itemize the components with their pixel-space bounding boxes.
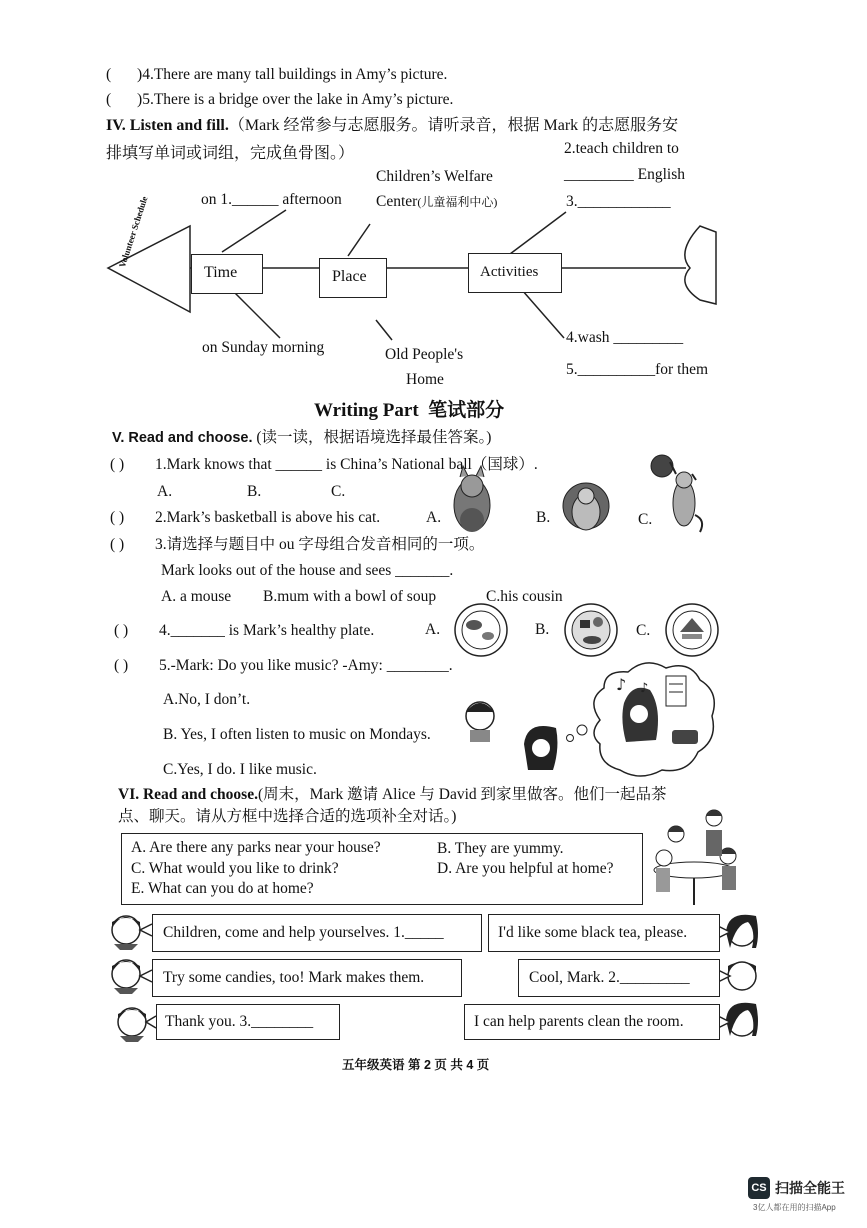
option-a: A. Are there any parks near your house?	[131, 839, 381, 856]
q1-bracket[interactable]: ( )	[110, 456, 125, 473]
david-face-icon-2	[726, 1003, 758, 1036]
answer-bracket[interactable]: (	[106, 66, 112, 83]
alice-face-icon	[726, 915, 758, 948]
section-6-instruction-2: 点、聊天。请从方框中选择合适的选项补全对话。)	[118, 808, 457, 825]
place-bottom-line1: Old People's	[385, 346, 464, 363]
section-6-heading: VI. Read and choose.	[118, 786, 258, 803]
q5-option-a[interactable]: A.No, I don’t.	[163, 691, 251, 708]
answer-bracket[interactable]: (	[106, 91, 112, 108]
question-text: 5.There is a bridge over the lake in Amy’s picture.	[142, 91, 454, 108]
dialogue-bubble-5: Thank you. 3.________	[156, 1004, 340, 1040]
option-b: B. They are yummy.	[437, 840, 564, 857]
q5-option-c[interactable]: C.Yes, I do. I like music.	[163, 761, 317, 778]
dialogue-bubble-1: Children, come and help yourselves. 1._____	[152, 914, 482, 952]
q3-option-b[interactable]: B.mum with a bowl of soup	[263, 588, 437, 605]
mark-face-icon-1	[112, 916, 140, 950]
q1-text: 1.Mark knows that ______ is China’s National ball（国球）.	[155, 456, 538, 473]
q3-sentence: Mark looks out of the house and sees _______.	[161, 562, 454, 579]
section-4-heading: IV. Listen and fill.	[106, 117, 229, 134]
question-5-row: ( )5.There is a bridge over the lake in Amy’s picture.	[106, 91, 454, 108]
q4-bracket[interactable]: ( )	[114, 622, 129, 639]
q5-option-b[interactable]: B. Yes, I often listen to music on Mondays.	[163, 726, 431, 743]
dialogue-bubble-6: I can help parents clean the room.	[464, 1004, 720, 1040]
q3-bracket[interactable]: ( )	[110, 536, 125, 553]
time-bottom-text: on Sunday morning	[202, 339, 325, 356]
q5-bracket[interactable]: ( )	[114, 657, 129, 674]
place-top-line1: Children’s Welfare	[376, 168, 493, 185]
activity-5-blank[interactable]: 5.__________for them	[566, 361, 709, 378]
q4-option-a[interactable]: A.	[425, 621, 441, 638]
section-5-heading: V. Read and choose.	[112, 430, 253, 446]
q2-option-c[interactable]: C.	[638, 511, 653, 528]
option-c: C. What would you like to drink?	[131, 860, 339, 877]
family-at-table-icon	[654, 810, 736, 905]
place-node: Place	[319, 258, 387, 298]
time-top-blank[interactable]: on 1.______ afternoon	[201, 191, 342, 208]
q2-option-a[interactable]: A.	[426, 509, 442, 526]
scanner-app-name: 扫描全能王	[775, 1180, 845, 1196]
david-face-icon	[728, 962, 756, 990]
q2-bracket[interactable]: ( )	[110, 509, 125, 526]
activity-2-line1: 2.teach children to	[564, 140, 679, 157]
activity-3-blank[interactable]: 3.____________	[566, 193, 671, 210]
svg-text:♪: ♪	[640, 681, 649, 696]
scanner-app-tagline: 3亿人都在用的扫描App	[753, 1203, 836, 1212]
option-d: D. Are you helpful at home?	[437, 860, 614, 877]
dialogue-bubble-4: Cool, Mark. 2._________	[518, 959, 720, 997]
scanner-app-logo-icon: CS	[748, 1177, 770, 1199]
writing-part-title: Writing Part 笔试部分	[314, 400, 505, 421]
q4-text: 4._______ is Mark’s healthy plate.	[159, 622, 375, 639]
place-bottom-line2: Home	[406, 371, 444, 388]
question-4-row: ( )4.There are many tall buildings in Amy’s picture.	[106, 66, 448, 83]
activity-2-blank[interactable]: _________ English	[564, 166, 685, 183]
section-4-instruction: （Mark 经常参与志愿服务。请听录音，根据 Mark 的志愿服务安	[228, 117, 679, 134]
mark-face-icon-3	[118, 1008, 146, 1042]
question-text: 4.There are many tall buildings in Amy’s picture.	[142, 66, 448, 83]
section-5-instruction: (读一读，根据语境选择最佳答案。)	[256, 429, 492, 446]
q2-option-b[interactable]: B.	[536, 509, 551, 526]
option-e: E. What can you do at home?	[131, 880, 314, 897]
svg-text:♪: ♪	[616, 675, 627, 694]
dialogue-bubble-3: Try some candies, too! Mark makes them.	[152, 959, 462, 997]
section-4-instruction-2: 排填写单词或词组，完成鱼骨图。）	[106, 145, 355, 162]
time-node: Time	[191, 254, 263, 294]
q2-text: 2.Mark’s basketball is above his cat.	[155, 509, 381, 526]
dialogue-bubble-2: I'd like some black tea, please.	[488, 914, 720, 952]
q1-option-c[interactable]: C.	[331, 483, 346, 500]
q1-option-b[interactable]: B.	[247, 483, 262, 500]
place-top-line2: Center(儿童福利中心)	[376, 193, 498, 210]
q1-option-a[interactable]: A.	[157, 483, 173, 500]
fish-head-label: Volunteer Schedule	[117, 195, 150, 269]
q4-option-c[interactable]: C.	[636, 622, 651, 639]
q3-option-c[interactable]: C.his cousin	[486, 588, 563, 605]
section-6-instruction: (周末，Mark 邀请 Alice 与 David 到家里做客。他们一起品茶	[257, 786, 667, 803]
q3-text: 3.请选择与题目中 ou 字母组合发音相同的一项。	[155, 536, 485, 553]
page-footer: 五年级英语 第 2 页 共 4 页	[342, 1058, 490, 1072]
q3-option-a[interactable]: A. a mouse	[161, 588, 232, 605]
mark-face-icon-2	[112, 960, 140, 994]
activities-node: Activities	[468, 253, 562, 293]
activity-4-blank[interactable]: 4.wash _________	[566, 329, 684, 346]
q4-option-b[interactable]: B.	[535, 621, 550, 638]
q5-text: 5.-Mark: Do you like music? -Amy: ________.	[159, 657, 453, 674]
